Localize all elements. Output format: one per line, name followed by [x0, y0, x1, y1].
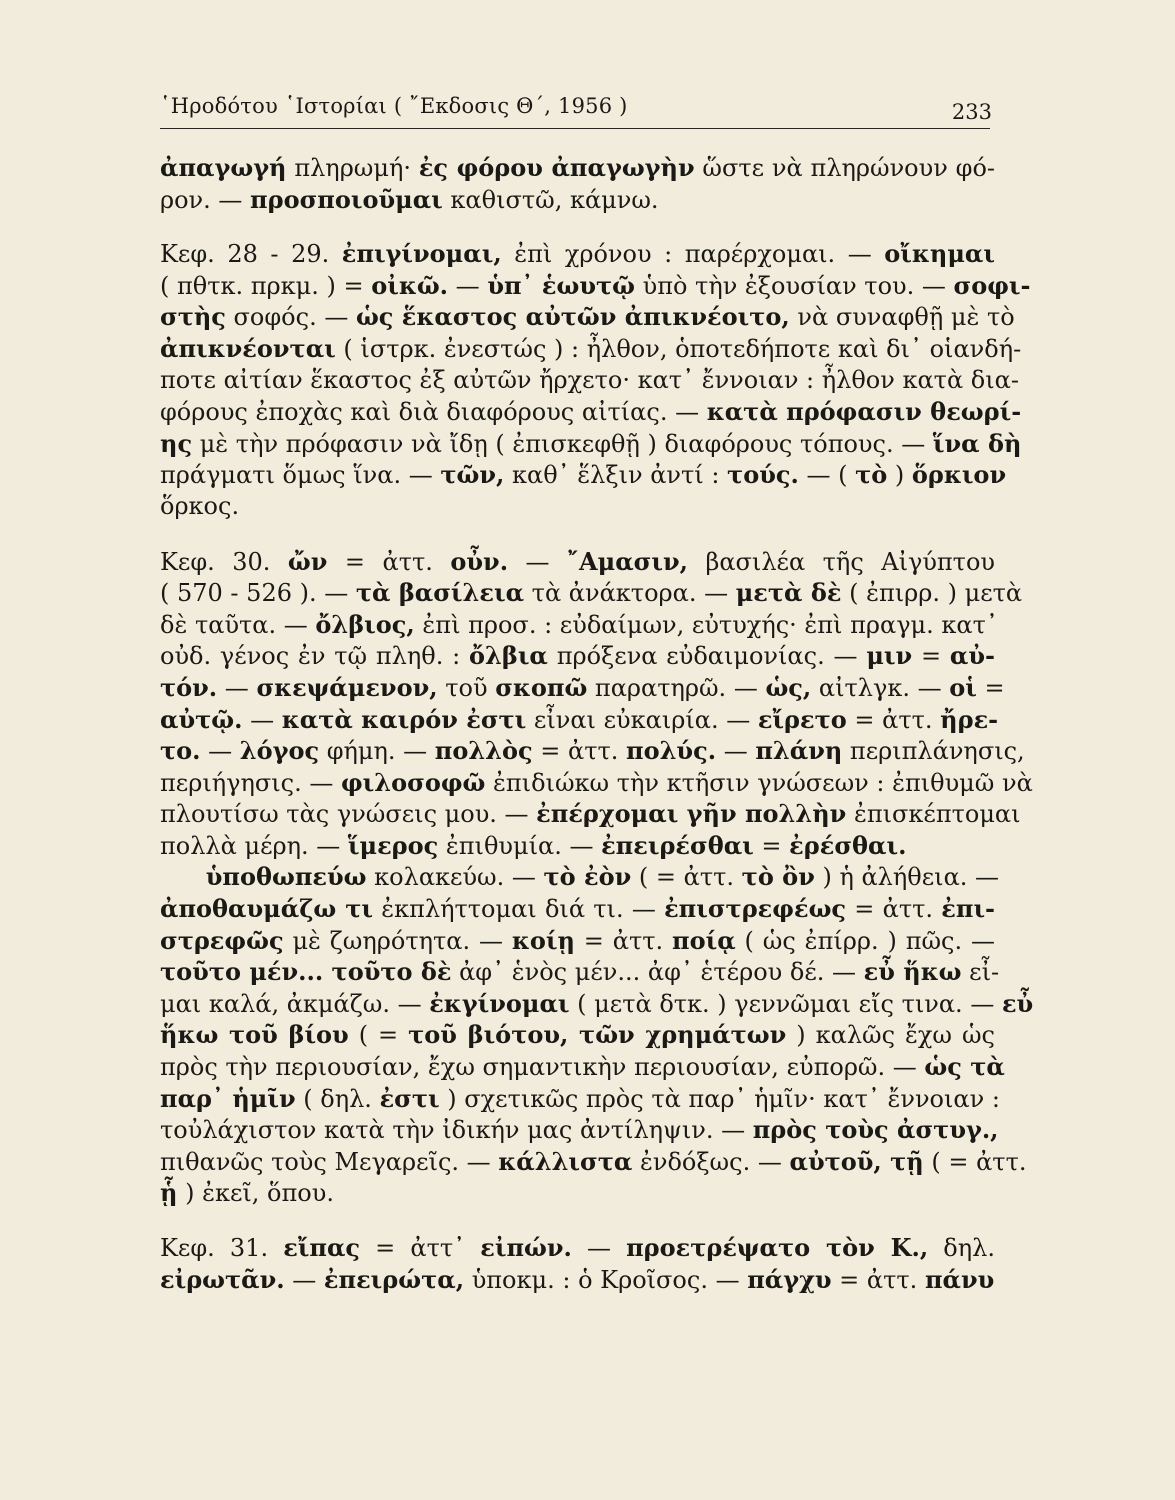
gloss-text: = ἀττ.: [846, 705, 941, 734]
lemma-term: πολύς.: [626, 736, 717, 766]
text-line: [160, 270, 1031, 302]
lemma-term: φιλοσοφῶ: [340, 767, 486, 797]
gloss-text: πράγματι ὅμως ἵνα. —: [160, 461, 441, 490]
text-line: [160, 798, 1021, 830]
text-line: [160, 1146, 1027, 1178]
lemma-term: εἰρωτᾶν.: [160, 1264, 285, 1294]
gloss-text: —: [716, 737, 756, 766]
gloss-text: ) σχετικῶς πρὸς τὰ παρ᾽ ἡμῖν· κατ᾽ ἔννοιαν :: [439, 1084, 1000, 1113]
gloss-text: ὅρκος.: [160, 491, 240, 520]
gloss-text: = ἀττ.: [574, 926, 673, 955]
gloss-text: ὥστε νὰ πληρώνουν φό-: [694, 154, 995, 182]
gloss-text: ὑπὸ τὴν ἐξουσίαν του. —: [634, 271, 954, 300]
gloss-text: περιπλάνησις,: [842, 737, 1025, 766]
lemma-term: εἴπας: [283, 1233, 361, 1262]
gloss-text: καθιστῶ, κάμνω.: [442, 185, 659, 214]
gloss-text: ἐπιθυμία. —: [438, 831, 602, 860]
lemma-term: ὑποθωπεύω: [205, 862, 367, 892]
lemma-term: ὡς ἕκαστος αὐτῶν ἀπικνέοιτο,: [355, 302, 790, 332]
gloss-text: καθ᾽ ἕλξιν ἀντί :: [504, 461, 728, 490]
running-title: ῾Ηροδότου ῾Ιστορίαι ( ῎Εκδοσις Θ΄, 1956 ): [160, 94, 628, 118]
text-line: [160, 893, 995, 925]
paragraph-gap: [160, 1209, 995, 1232]
gloss-text: περιήγησις. —: [160, 768, 341, 797]
gloss-text: ρον. —: [160, 185, 251, 214]
gloss-text: δὲ ταῦτα. —: [160, 610, 316, 639]
gloss-text: —: [284, 1265, 324, 1294]
gloss-text: Κεφ. 28 - 29.: [160, 240, 342, 269]
lemma-term: οἴκημαι: [884, 239, 995, 269]
lemma-term: τοῦτο μέν... τοῦτο δὲ: [160, 957, 452, 987]
lemma-term: πάγχυ: [747, 1264, 832, 1294]
commentary-paragraph: [160, 546, 1034, 1209]
gloss-text: πιθανῶς τοὺς Μεγαρεῖς. —: [160, 1147, 499, 1176]
header-rule: [160, 128, 990, 129]
gloss-text: μαι καλά, ἀκμάζω. —: [160, 989, 430, 1018]
lemma-term: παρ᾽ ἡμῖν: [160, 1083, 296, 1113]
gloss-text: Κεφ. 30.: [160, 547, 288, 576]
gloss-text: ) ἡ ἀλήθεια. —: [814, 863, 1000, 892]
lemma-term: εὖ ἥκω: [863, 957, 962, 987]
text-line: [160, 704, 999, 736]
lemma-term: αὐτοῦ, τῇ: [789, 1146, 924, 1176]
lemma-term: τὸ ἐὸν: [543, 862, 632, 892]
lemma-term: στρεφῶς: [160, 925, 284, 955]
gloss-text: ἀφ᾽ ἑνὸς μέν... ἀφ᾽ ἑτέρου δέ. —: [451, 958, 864, 987]
commentary-paragraph: [160, 152, 995, 215]
lemma-term: οἱ: [949, 672, 977, 702]
text-line: [160, 640, 995, 672]
gloss-text: πληρωμή·: [286, 154, 419, 182]
gloss-text: παρατηρῶ. —: [587, 673, 766, 702]
gloss-text: πλουτίσω τὰς γνώσεις μου. —: [160, 800, 537, 829]
text-line: [160, 861, 1000, 893]
lemma-term: ἐρέσθαι.: [789, 830, 907, 860]
commentary-text: [160, 152, 1034, 1295]
gloss-text: ( = ἀττ.: [631, 863, 742, 892]
text-line: [160, 577, 1023, 609]
gloss-text: μὲ τὴν πρόφασιν νὰ ἴδῃ ( ἐπισκεφθῇ ) διαφόρους τόπους. —: [192, 429, 933, 458]
lemma-term: ὡς τὰ: [924, 1052, 1005, 1082]
gloss-text: ( μετὰ δτκ. ) γεννῶμαι εἴς τινα. —: [569, 989, 1002, 1018]
gloss-text: = ἀττ.: [846, 895, 942, 924]
lemma-term: πολλὸς: [434, 736, 533, 766]
gloss-text: =: [912, 642, 950, 671]
gloss-text: Κεφ. 31.: [160, 1234, 284, 1262]
lemma-term: ἐστι: [379, 1083, 440, 1113]
gloss-text: — (: [798, 461, 856, 490]
gloss-text: φόρους ἐποχὰς καὶ διὰ διαφόρους αἰτίας. —: [160, 398, 707, 427]
gloss-text: —: [448, 271, 488, 300]
lemma-term: ἤρε-: [940, 704, 999, 734]
lemma-term: τὸ ὂν: [741, 862, 815, 892]
gloss-text: αἰτλγκ. —: [811, 673, 950, 702]
lemma-term: πλάνη: [755, 736, 843, 766]
text-line: [160, 956, 1000, 988]
gloss-text: ( πθτκ. πρκμ. ) =: [160, 271, 372, 300]
lemma-term: ἥκω τοῦ βίου: [160, 1020, 349, 1050]
lemma-term: ᾗ: [160, 1178, 178, 1208]
gloss-text: νὰ συναφθῇ μὲ τὸ: [789, 303, 1015, 332]
page-number: 233: [951, 100, 992, 124]
gloss-text: ( = ἀττ.: [923, 1147, 1027, 1176]
lemma-term: κοίῃ: [511, 925, 575, 955]
gloss-text: τοῦ: [437, 673, 496, 702]
gloss-text: =: [976, 673, 1005, 702]
text-line: [160, 238, 995, 270]
gloss-text: ἐπιδιώκω τὴν κτῆσιν γνώσεων : ἐπιθυμῶ νὰ: [485, 768, 1033, 797]
gloss-text: ἐπισκέπτομαι: [846, 800, 1021, 829]
lemma-term: ἐπέρχομαι γῆν πολλὴν: [536, 799, 847, 829]
gloss-text: —: [242, 705, 282, 734]
paragraph-gap: [160, 215, 995, 238]
gloss-text: ἐνδόξως. —: [632, 1147, 790, 1176]
text-line: [160, 988, 1034, 1020]
lemma-term: σοφι-: [953, 270, 1031, 300]
gloss-text: —: [508, 547, 567, 576]
lemma-term: τὸ: [855, 460, 888, 490]
paragraph-gap: [160, 523, 995, 546]
text-line: [160, 1083, 1000, 1115]
gloss-text: = ἀττ᾽: [360, 1234, 481, 1262]
commentary-paragraph: [160, 1232, 995, 1295]
gloss-text: ὑποκμ. : ὁ Κροῖσος. —: [464, 1265, 748, 1294]
lemma-term: πρὸς τοὺς ἀστυγ.,: [752, 1115, 999, 1145]
text-line: [160, 459, 1007, 491]
text-line: [160, 428, 1022, 460]
gloss-text: εἶ-: [961, 958, 1000, 987]
page-header: [160, 84, 1000, 144]
lemma-term: ἐπιστρεφέως: [664, 894, 847, 924]
lemma-term: ἐκγίνομαι: [429, 988, 570, 1018]
lemma-term: ἐπιγίνομαι,: [341, 239, 502, 269]
lemma-term: το.: [160, 736, 201, 766]
lemma-term: οὖν.: [450, 546, 509, 576]
lemma-term: εὖ: [1001, 988, 1034, 1018]
gloss-text: εἶναι εὐκαιρία. —: [526, 705, 758, 734]
gloss-text: ἐπὶ προσ. : εὐδαίμων, εὐτυχής· ἐπὶ πραγμ. κατ᾽: [414, 610, 998, 639]
gloss-text: ): [887, 461, 912, 490]
text-line: [160, 1019, 995, 1051]
lemma-term: ὅρκιον: [911, 460, 1007, 490]
gloss-text: τοὐλάχιστον κατὰ τὴν ἰδικήν μας ἀντίληψιν. —: [160, 1116, 753, 1145]
gloss-text: —: [217, 673, 257, 702]
lemma-term: ὤν: [287, 546, 328, 576]
lemma-term: ῎Αμασιν,: [567, 546, 688, 576]
lemma-term: ὡς,: [765, 672, 812, 702]
text-line: [160, 301, 1015, 333]
gloss-text: ποτε αἰτίαν ἕκαστος ἐξ αὐτῶν ἤρχετο· κατ᾽ ἔννοιαν : ἦλθον κατὰ δια-: [160, 365, 1019, 394]
lemma-term: κατὰ πρόφασιν θεωρί-: [706, 397, 1022, 427]
text-line: [160, 546, 995, 578]
lemma-term: σκοπῶ: [495, 672, 588, 702]
text-line: [160, 830, 995, 862]
gloss-text: πολλὰ μέρη. —: [160, 831, 348, 860]
text-line: [160, 396, 1022, 428]
text-line: [160, 1114, 999, 1146]
gloss-text: ἐπὶ χρόνου : παρέρχομαι. —: [501, 240, 885, 269]
text-line: [160, 1051, 1005, 1083]
lemma-term: τοῦ βιότου, τῶν χρημάτων: [408, 1020, 787, 1050]
lemma-term: ἀπαγωγή: [160, 153, 287, 182]
lemma-term: λόγος: [239, 736, 320, 766]
gloss-text: ( =: [348, 1021, 409, 1050]
lemma-term: προσποιοῦμαι: [250, 184, 443, 214]
lemma-term: στὴς: [160, 302, 226, 332]
text-line: [160, 184, 995, 216]
gloss-text: = ἀττ.: [532, 737, 627, 766]
gloss-text: ( ὡς ἐπίρρ. ) πῶς. —: [735, 926, 995, 955]
lemma-term: πάνυ: [924, 1264, 995, 1294]
text-line: [160, 767, 1033, 799]
gloss-text: ( 570 - 526 ). —: [160, 579, 356, 608]
text-line: [160, 365, 1019, 397]
lemma-term: εἴρετο: [757, 704, 847, 734]
lemma-term: ποίᾳ: [672, 925, 736, 955]
lemma-term: ὄλβια: [469, 641, 548, 671]
lemma-term: αὐ-: [949, 641, 995, 671]
gloss-text: [160, 863, 206, 891]
lemma-term: ἵμερος: [347, 830, 439, 860]
lemma-term: τούς.: [727, 460, 799, 490]
gloss-text: πρόξενα εὐδαιμονίας. —: [547, 642, 867, 671]
text-line: [160, 672, 1005, 704]
gloss-text: ἐκπλήττομαι διά τι. —: [373, 895, 665, 924]
text-line: [160, 1177, 995, 1209]
lemma-term: ης: [160, 428, 193, 458]
lemma-term: τόν.: [160, 672, 218, 702]
lemma-term: κάλλιστα: [498, 1146, 633, 1176]
gloss-text: βασιλέα τῆς Αἰγύπτου: [687, 547, 995, 576]
gloss-text: ) καλῶς ἔχω ὡς: [786, 1021, 995, 1050]
lemma-term: ὑπ᾽ ἑωυτῷ: [487, 270, 635, 300]
lemma-term: προετρέψατο τὸν Κ.,: [626, 1233, 929, 1262]
lemma-term: τῶν,: [440, 460, 505, 490]
lemma-term: μιν: [866, 641, 913, 671]
lemma-term: ἐς φόρου ἀπαγωγὴν: [418, 153, 695, 182]
gloss-text: —: [200, 737, 240, 766]
gloss-text: ( δηλ.: [295, 1084, 380, 1113]
text-line: [160, 925, 995, 957]
gloss-text: = ἀττ.: [327, 547, 451, 576]
lemma-term: ἀποθαυμάζω τι: [160, 894, 374, 924]
gloss-text: ( ἱστρκ. ἐνεστώς ) : ἦλθον, ὁποτεδήποτε καὶ δι᾽ οἱανδή-: [335, 334, 1022, 363]
lemma-term: ἐπειρέσθαι: [601, 830, 754, 860]
text-line: [160, 333, 1022, 365]
lemma-term: ἐπι-: [941, 894, 996, 924]
lemma-term: μετὰ δὲ: [735, 578, 842, 608]
gloss-text: οὐδ. γένος ἐν τῷ πληθ. :: [160, 642, 470, 671]
lemma-term: σκεψάμενον,: [256, 672, 438, 702]
text-line: [160, 609, 998, 641]
gloss-text: = ἀττ.: [831, 1265, 925, 1294]
gloss-text: πρὸς τὴν περιουσίαν, ἔχω σημαντικὴν περιουσίαν, εὐπορῶ. —: [160, 1053, 925, 1082]
gloss-text: —: [571, 1234, 627, 1262]
text-line: [160, 735, 1025, 767]
gloss-text: ) ἐκεῖ, ὅπου.: [177, 1179, 334, 1208]
text-line: [160, 1264, 995, 1296]
lemma-term: τὰ βασίλεια: [355, 578, 525, 608]
lemma-term: κατὰ καιρόν ἐστι: [281, 704, 527, 734]
lemma-term: ὄλβιος,: [315, 609, 415, 639]
gloss-text: φήμη. —: [319, 737, 435, 766]
lemma-term: ἐπειρώτα,: [323, 1264, 465, 1294]
text-line: [160, 1232, 995, 1264]
gloss-text: δηλ.: [928, 1234, 995, 1262]
lemma-term: οἰκῶ.: [371, 270, 449, 300]
text-line: [160, 491, 995, 523]
gloss-text: κολακεύω. —: [366, 863, 544, 892]
lemma-term: ἀπικνέονται: [160, 333, 336, 363]
gloss-text: ( ἐπιρρ. ) μετὰ: [841, 579, 1023, 608]
text-line: [160, 152, 995, 184]
gloss-text: μὲ ζωηρότητα. —: [283, 926, 512, 955]
gloss-text: σοφός. —: [225, 303, 356, 332]
lemma-term: αὐτῷ.: [160, 704, 243, 734]
lemma-term: εἰπών.: [480, 1233, 572, 1262]
gloss-text: =: [753, 831, 790, 860]
gloss-text: τὰ ἀνάκτορα. —: [524, 579, 736, 608]
commentary-paragraph: [160, 238, 1031, 522]
lemma-term: ἵνα δὴ: [932, 428, 1022, 458]
